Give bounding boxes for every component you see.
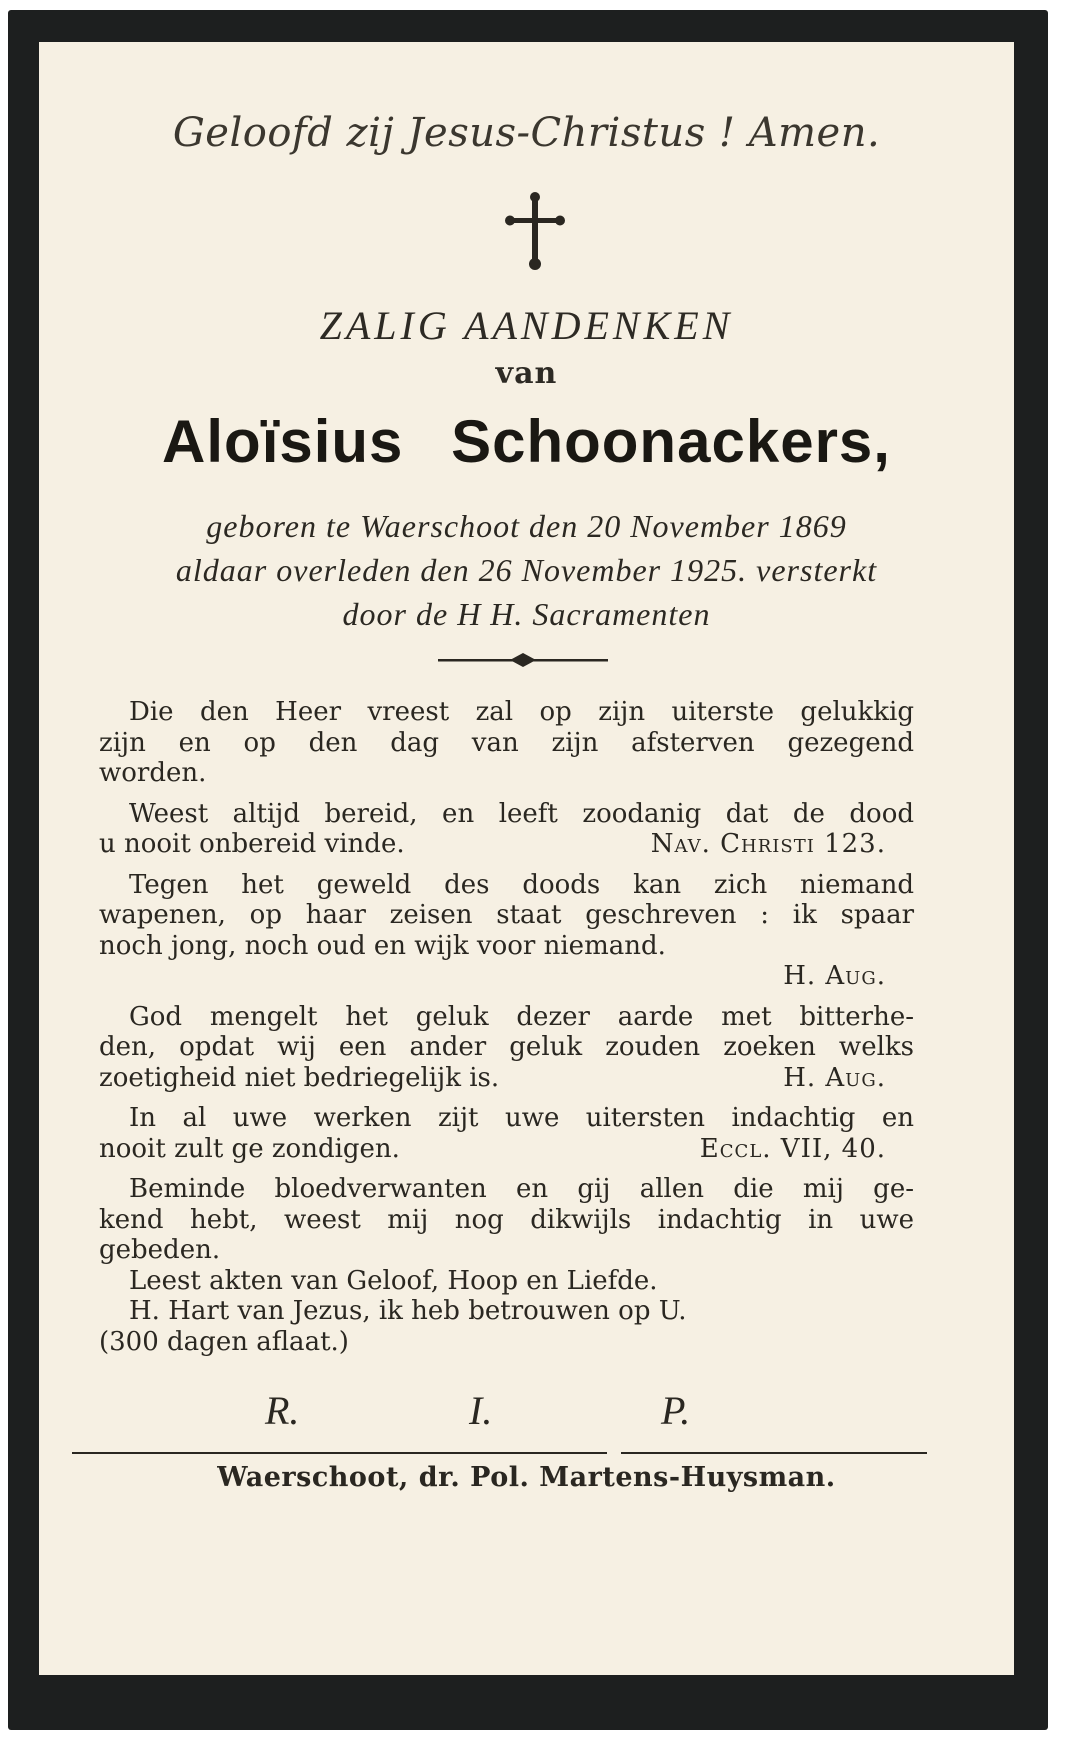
verse-last-line bbox=[99, 1063, 914, 1094]
verse-line: zijn en op den dag van zijn afsterven gezegend bbox=[99, 727, 914, 758]
verse-5 bbox=[99, 1103, 914, 1164]
verses-block bbox=[99, 697, 914, 1357]
footer-rule bbox=[72, 1452, 927, 1454]
verse-last-line bbox=[99, 1134, 914, 1165]
card-paper bbox=[39, 42, 1014, 1675]
sacraments-line: door de H H. Sacramenten bbox=[342, 596, 711, 632]
rip-letter: R. bbox=[265, 1388, 300, 1433]
verse-source: H. Aug. bbox=[783, 1062, 886, 1093]
deceased-name: Aloïsius Schoonackers, bbox=[162, 408, 891, 475]
verse-line: den, opdat wij een ander geluk zouden zoeken welks bbox=[99, 1032, 914, 1062]
verse-line: In al uwe werken zijt uwe uitersten indachtig en bbox=[129, 1103, 914, 1133]
verse-source: Eccl. VII, 40. bbox=[699, 1133, 886, 1164]
prayer-line: Leest akten van Geloof, Hoop en Liefde. bbox=[129, 1265, 658, 1296]
verse-line: gebeden. bbox=[99, 1235, 221, 1265]
verse-source: H. Aug. bbox=[783, 961, 886, 991]
memorial-card bbox=[2, 2, 1064, 1733]
verse-2 bbox=[99, 799, 914, 860]
verse-line: u nooit onbereid vinde. bbox=[99, 829, 405, 859]
rip-letter: P. bbox=[661, 1388, 691, 1433]
verse-line: wapenen, op haar zeisen staat geschreven : ik spaar bbox=[99, 900, 914, 930]
verse-6 bbox=[99, 1174, 914, 1266]
rip-letter: I. bbox=[469, 1388, 493, 1433]
rip-letters bbox=[39, 1387, 1014, 1437]
verse-line: zoetigheid niet bedriegelijk is. bbox=[99, 1062, 500, 1093]
prayer-line: H. Hart van Jezus, ik heb betrouwen op U. bbox=[129, 1296, 687, 1326]
verse-4 bbox=[99, 1002, 914, 1094]
memorial-van: van bbox=[495, 356, 558, 391]
verse-line: kend hebt, weest mij nog dikwijls indachtig in uwe bbox=[99, 1204, 914, 1235]
verse-line: noch jong, noch oud en wijk voor niemand. bbox=[99, 930, 666, 961]
divider-ornament bbox=[438, 650, 608, 670]
verse-3 bbox=[99, 870, 914, 992]
verse-line: Die den Heer vreest zal op zijn uiterste gelukkig bbox=[129, 697, 914, 727]
footer-rule-gap bbox=[607, 1451, 621, 1455]
verse-line: God mengelt het geluk dezer aarde met bitterhe- bbox=[129, 1001, 914, 1032]
verse-line: Weest altijd bereid, en leeft zoodanig dat de dood bbox=[129, 798, 914, 829]
verse-line: Beminde bloedverwanten en gij allen die mij ge- bbox=[129, 1174, 914, 1204]
indulgence-note: (300 dagen aflaat.) bbox=[99, 1326, 349, 1357]
verse-line: nooit zult ge zondigen. bbox=[99, 1133, 400, 1164]
verse-source: Nav. Christi 123. bbox=[650, 829, 886, 859]
verse-last-line bbox=[99, 829, 914, 860]
header-invocation: Geloofd zij Jesus-Christus ! Amen. bbox=[172, 110, 881, 156]
birth-line: geboren te Waerschoot den 20 November 1869 bbox=[206, 508, 847, 544]
verse-line: worden. bbox=[99, 758, 207, 788]
cross-icon bbox=[505, 192, 565, 272]
memorial-title: ZALIG AANDENKEN bbox=[319, 303, 734, 348]
verse-1 bbox=[99, 697, 914, 789]
printer-imprint: Waerschoot, dr. Pol. Martens-Huysman. bbox=[217, 1462, 836, 1493]
death-line: aldaar overleden den 26 November 1925. versterkt bbox=[175, 552, 878, 588]
verse-line: Tegen het geweld des doods kan zich niemand bbox=[129, 869, 914, 900]
birth-death-details bbox=[39, 504, 1014, 636]
